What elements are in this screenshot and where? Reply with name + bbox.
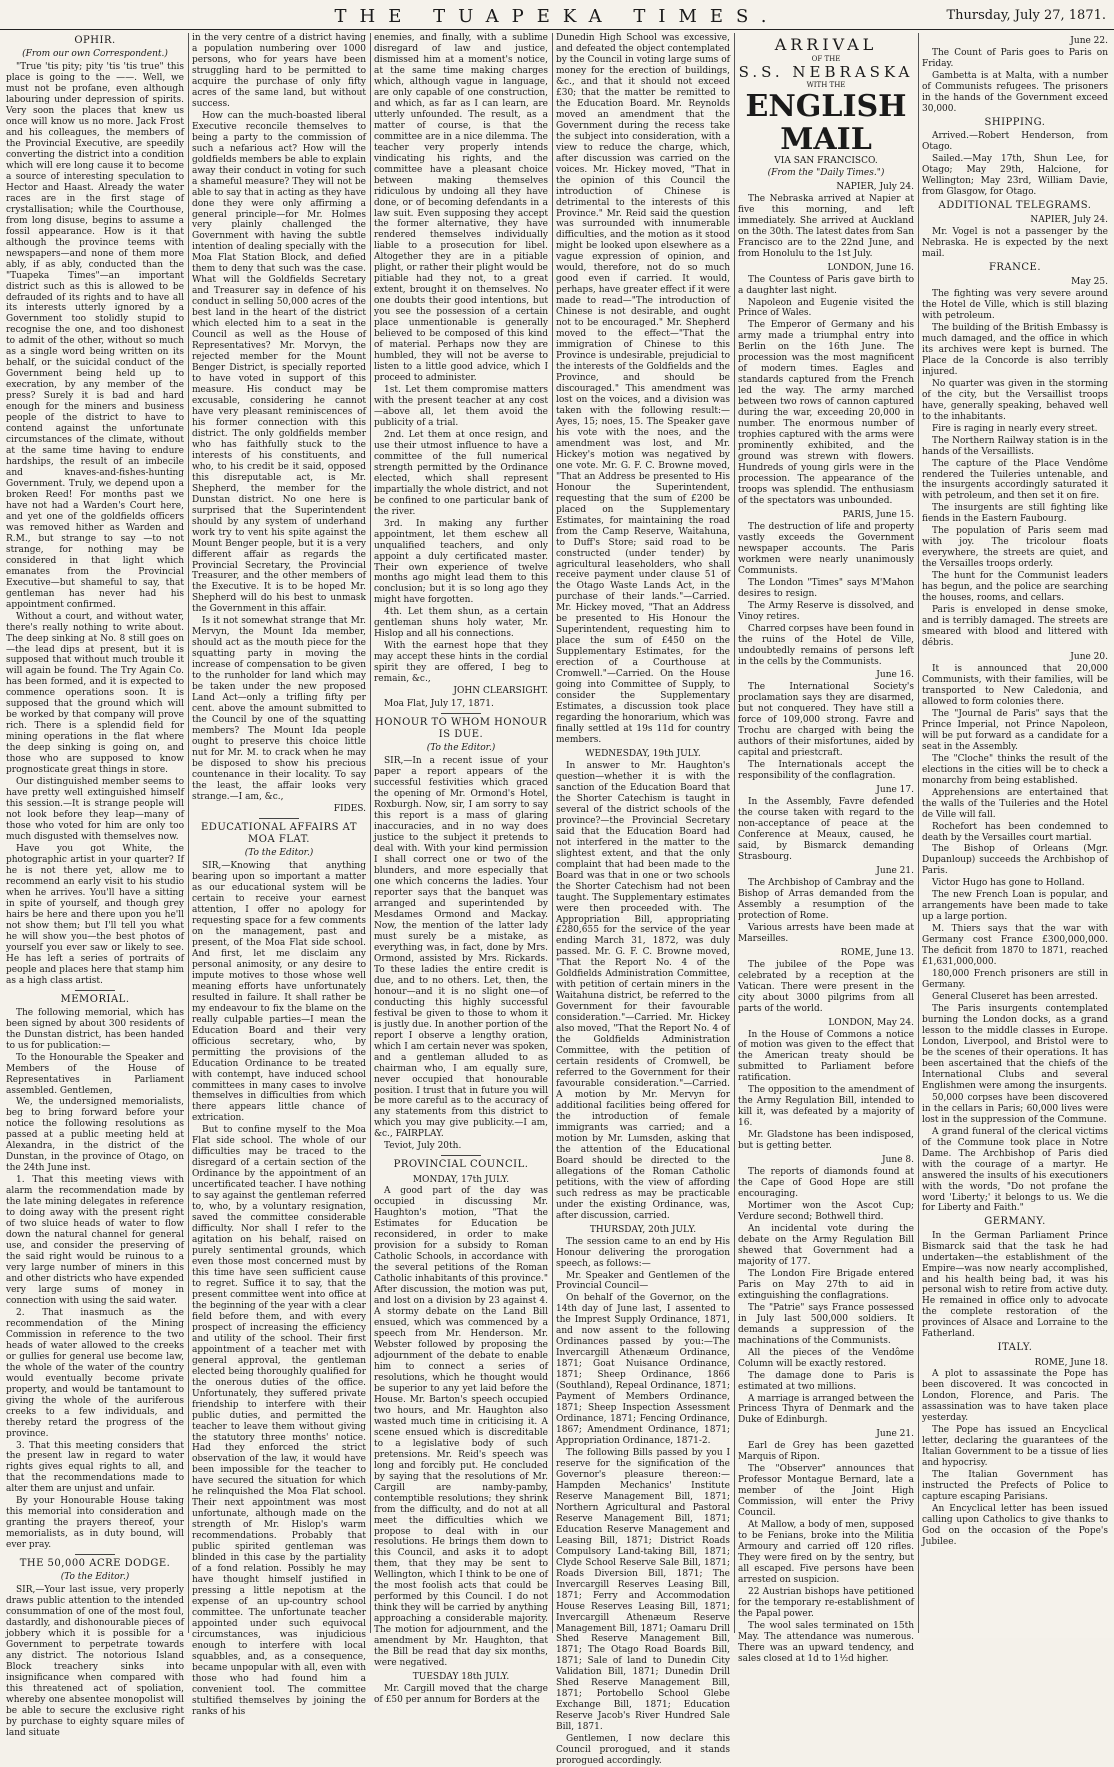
column-divider xyxy=(552,33,553,1633)
column-divider xyxy=(734,33,735,1633)
column-1 xyxy=(6,33,184,1738)
news-item: The new French Loan is popular, and arrangements have been made to take up a large portion. xyxy=(922,890,1108,923)
news-item: The hunt for the Communist leaders has begun, and the police are searching the houses, rooms, and cellars. xyxy=(922,571,1108,604)
dateline: Teviot, July 20th. xyxy=(384,1141,462,1152)
news-item: Mr. Gladstone has been indisposed, but is getting better. xyxy=(738,1130,914,1152)
news-item: The Emperor of Germany and his army made a triumphal entry into Berlin on the 16th June. The procession was the most magnificent of modern times. Eagles and standards captured from the French led the way. The army marched between two rows of cannon captured during the war, exceeding 20,000 in number. The enormous number of trophies captured with the arms were prominently exhibited, and the ground was strewn with flowers. Hundreds of young girls were in the procession. The appearance of the troops was splendid. The enthusiasm of the spectators was unbounded. xyxy=(738,320,914,506)
article-paragraph: SIR,—In a recent issue of your paper a report appears of the successful festivities which graced the opening of Mr. Ormond's Hotel, Roxburgh. Now, sir, I am sorry to say this report is a mass of glaring inaccuracies, and in no way does justice to the subject it pretends to deal with. With your kind permission I shall correct one or two of the blunders, and more especially that one which concerns the ladies. Your reporter says that the banquet was arranged and superintended by Mesdames Ormond and Mackay. Now, the mention of the latter lady must surely be a mistake, as everything was, in fact, done by Mrs. Ormond, assisted by Mrs. Rickards. To these ladies the entire credit is due, and to no others. Let, then, the honour—and it is no slight one—of conducting this highly successful festival be given to those to whom it is justly due. In another portion of the report I observe a lengthy oration, which I am certain never was spoken, and a gentleman alluded to as chairman who, I am equally sure, never occupied that honourable position. I trust that in future you will be more careful as to the accuracy of any statements from this district to which you may give publicity.—I am, &c., FAIRPLAY. xyxy=(374,756,548,1140)
dateline: June 21. xyxy=(876,1429,914,1440)
dateline: NAPIER, July 24. xyxy=(836,181,914,192)
column-5 xyxy=(738,33,914,1664)
section-heading-italy: ITALY. xyxy=(997,1342,1033,1354)
column-4 xyxy=(556,33,730,1767)
news-item: 22 Austrian bishops have petitioned for the temporary re-establishment of the Papal power. xyxy=(738,1586,914,1619)
dateline: Moa Flat, July 17, 1871. xyxy=(384,699,494,710)
news-item: Earl de Grey has been gazetted Marquis of Ripon. xyxy=(738,1441,914,1463)
dateline: LONDON, May 24. xyxy=(828,1017,914,1028)
session-date: TUESDAY 18th JULY. xyxy=(412,1672,510,1683)
article-paragraph: in the very centre of a district having a population numbering over 1000 persons, who for years have been struggling hard to be permitted to acquire the purchase of only fifty acres of the same land, but without success. xyxy=(192,33,366,109)
article-paragraph: SIR,—Your last issue, very properly draws public attention to the intended consummation of one of the most foul, dastardly, and dishonourable pieces of jobbery which it is possible for a Government to perpetrate towards any district. The notorious Island Block treachery sinks into insignificance when compared with this threatened act of spoliation, whereby one absentee monopolist will be able to secure the exclusive right by purchase to eighty square miles of land situate xyxy=(6,1585,184,1738)
news-item: At Mallow, a body of men, supposed to be Fenians, broke into the Militia Armoury and carried off 120 rifles. They were fired on by the sentry, but all escaped. Five persons have been arrested on suspicion. xyxy=(738,1520,914,1585)
article-paragraph: A good part of the day was occupied in discussing Mr. Haughton's motion, "That the Estimates for Education be reconsidered, in order to make provision for a subsidy to Roman Catholic Schools, in accordance with the several petitions of the Roman Catholic inhabitants of this province." After discussion, the motion was put, and lost on a division by 23 against 4. A stormy debate on the Land Bill ensued, which was commenced by a speech from Mr. Henderson. Mr. Webster followed by proposing the adjournment of the debate to enable him to connect a series of resolutions, which he thought would be superior to any yet laid before the House. Mr. Barton's speech occupied two hours, and Mr. Haughton also wasted much time in criticising it. A scene ensued which is discreditable to a legislative body of such pretensions. Mr. Reid's speech was long and forcibly put. He concluded by saying that the resolutions of Mr. Cargill are namby-pamby, contemptible resolutions; they shrink from the difficulty, and do not at all meet the difficulties which we propose to deal with in our resolutions. He brings them down to this Council, and asks it to adopt them, that they may be sent to Wellington, which I think to be one of the most foolish acts that could be performed by this Council. I do not think they will be carried by anything approaching a considerable majority. The motion for adjournment, and the amendment by Mr. Haughton, that the Bill be read that day six months, were negatived. xyxy=(374,1186,548,1669)
news-item: No quarter was given in the storming of the city, but the Versaillist troops have, generally speaking, behaved well to the inhabitants. xyxy=(922,378,1108,422)
article-paragraph: In answer to Mr. Haughton's question—whether it is with the sanction of the Education Board that the Shorter Catechism is taught in several of the district schools of the province?—the Provincial Secretary said that the Education Board had not interfered in the matter to the slightest extent, and that the only complaint that had been made to the Board was that in one or two schools the Shorter Catechism had not been taught. The Supplementary estimates were then proceeded with. The Appropriation Bill, appropriating £280,655 for the service of the year ending March 31, 1872, was duly passed. Mr. G. F. C. Browne moved, "That the Report No. 4 of the Goldfields Administration Committee, with petition of certain miners in the Waitahuna district, be referred to the Government for their favourable consideration."—Carried. Mr. Hickey also moved, "That the Report No. 4 of the Goldfields Administration Committee, with the petition of certain residents of Cromwell, be referred to the Government for their favourable consideration."—Carried. A motion by Mr. Mervyn for additional facilities being offered for the introduction of female immigrants was carried; and a motion by Mr. Lumsden, asking that the attention of the Educational Board should be directed to the allegations of the Roman Catholic petitions, with the view of affording such redress as may be practicable under the existing Ordinance, was, after discussion, carried. xyxy=(556,760,730,1221)
column-6 xyxy=(922,33,1108,1633)
news-item: The Internationals accept the responsibility of the conflagration. xyxy=(738,760,914,782)
article-paragraph: But to confine myself to the Moa Flat side school. The whole of our difficulties may be traced to the disregard of a certain section of the Ordinance by the appointment of an uncertificated teacher. I have nothing to say against the gentleman referred to, who, by a voluntary resignation, saved the committee considerable difficulty. Nor shall I refer to the agitation on his behalf, raised on purely sentimental grounds, which even those most concerned must by this time have seen sufficient cause to regret. Suffice it to say, that the present committee went into office at the beginning of the year with a clear field before them, and with every prospect of increasing the efficiency and utility of the school. Their first appointment of a teacher met with general approval, the gentleman elected being thoroughly qualified for the onerous duties of the office. Unfortunately, they suffered private friendship to interfere with their public duties, and permitted the teacher to leave them without giving the statutory three months' notice. Had they enforced the strict observation of the law, it would have been impossible for the teacher to have secured the situation for which he relinquished the Moa Flat school. Their next appointment was most unfortunate, although made on the strength of Mr. Hislop's warm recommendations. Probably that public spirited gentleman was blinded in this case by the partiality of a fond relation. Possibly he may have thought himself justified in pressing a little nepotism at the expense of an up-country school committee. The unfortunate teacher appointed under such equivocal circumstances, was injudicious enough to interfere with local squabbles, and, as a consequence, became unpopular with all, even with those who had found him a convenient tool. The committee stultified themselves by joining the ranks of his xyxy=(192,1125,366,1717)
news-item: The destruction of life and property vastly exceeds the Government newspaper accounts. The Paris workmen were nearly unanimously Communists. xyxy=(738,521,914,576)
article-heading-memorial: MEMORIAL. xyxy=(60,993,130,1005)
news-item: The Pope has issued an Encyclical letter, declaring the guarantees of the Italian Government to be a tissue of lies and hypocrisy. xyxy=(922,1425,1108,1469)
article-paragraph: How can the much-boasted liberal Executive reconcile themselves to being a party to the commission of such a nefarious act? How will the goldfields members be able to explain away their conduct in voting for such a shameful measure? They will not be able to say that in acting as they have done they were only affirming a general principle—for Mr. Holmes very plainly challenged the Government with having the subtle intention of dealing specially with the Moa Flat Station Block, and defied them to deny that such was the case. What will the Goldfields Secretary and Treasurer say in defence of his conduct in selling 50,000 acres of the best land in the heart of the district which elected him to a seat in the Council as well as the House of Representatives? Mr. Morvyn, the rejected member for the Mount Benger District, is specially reported to have voted in support of this measure. His conduct may be excusable, considering he cannot have very pleasant reminiscences of his former connection with this district. The only goldfields member who has faithfully stuck to the interests of his constituents, and who, to his credit be it said, opposed this disreputable act, is Mr. Shepherd, the member for the Dunstan district. No one here is surprised that the Superintendent should by any system of underhand work try to vent his spite against the Mount Benger people, but it is a very different affair as regards the Provincial Secretary, the Provincial Treasurer, and the other members of the Executive. It is to be hoped Mr. Shepherd will do his best to unmask the Government in this affair. xyxy=(192,110,366,615)
news-item: The Bishop of Orleans (Mgr. Dupanloup) succeeds the Archbishop of Paris. xyxy=(922,844,1108,877)
news-item: An incidental vote during the debate on the Army Regulation Bill shewed that Government had a majority of 177. xyxy=(738,1223,914,1267)
news-item: The Italian Government has instructed the Prefects of Police to capture escaping Parisians. xyxy=(922,1470,1108,1503)
byline: (To the Editor.) xyxy=(426,743,496,754)
separator xyxy=(75,990,115,991)
news-item: Mr. Vogel is not a passenger by the Nebraska. He is expected by the next mail. xyxy=(922,226,1108,259)
news-item: The insurgents are still fighting like fiends in the Eastern Faubourg. xyxy=(922,503,1108,525)
article-paragraph: Mr. Cargill moved that the charge of £50 per annum for Borders at the xyxy=(374,1684,548,1706)
session-date: WEDNESDAY, 19th JULY. xyxy=(585,748,701,759)
news-item: 50,000 corpses have been discovered in the cellars in Paris; 60,000 lives were lost in the suppression of the Commune. xyxy=(922,1092,1108,1125)
article-paragraph: 2nd. Let them at once resign, and use their utmost influence to have a committee of the full numerical strength permitted by the Ordinance elected, which shall represent impartially the whole district, and not be confined to one particular bank of the river. xyxy=(374,429,548,517)
news-item: Sailed.—May 17th, Shun Lee, for Otago; May 29th, Halcione, for Wellington; May 23rd, William Davie, from Glasgow, for Otago. xyxy=(922,153,1108,197)
byline: (From our own Correspondent.) xyxy=(22,49,168,60)
column-divider xyxy=(370,33,371,1633)
column-2 xyxy=(192,33,366,1717)
news-item: The Northern Railway station is in the hands of the Versaillists. xyxy=(922,435,1108,457)
news-item: Paris is enveloped in dense smoke, and is terribly damaged. The streets are smeared with blood and littered with débris. xyxy=(922,605,1108,649)
arrival-heading: ARRIVAL xyxy=(774,35,878,54)
article-paragraph: 1st. Let them compromise matters with the present teacher at any cost—above all, let them avoid the publicity of a trial. xyxy=(374,385,548,428)
article-paragraph: The session came to an end by His Honour delivering the prorogation speech, as follows:— xyxy=(556,1236,730,1269)
news-item: The jubilee of the Pope was celebrated by a reception at the Vatican. There were present in the city about 3000 pilgrims from all parts of the world. xyxy=(738,959,914,1014)
news-item: Apprehensions are entertained that the walls of the Tuileries and the Hotel de Ville will fall. xyxy=(922,787,1108,820)
article-paragraph: Is it not somewhat strange that Mr. Mervyn, the Mount Ida member, should act as the mouth piece for the squatting party in moving the increase of compensation to be given to the runholder for land which may be taken under the new proposed Land Act—only a trifling fifty per cent. above the amount submitted to the Council by one of the squatting members? The Mount Ida people ought to preserve this choice little nut for Mr. M. to crack when he may be disposed to show his precious countenance in their locality. To say the least, the affair looks very strange.—I am, &c., xyxy=(192,616,366,802)
separator xyxy=(75,1554,115,1555)
news-item: The Paris insurgents contemplated burning the London docks, as a grand lesson to the middle classes in Europe. London, Liverpool, and Bristol were to be the scenes of their operations. It has been ascertained that the chiefs of the International Clubs and several Englishmen were among the insurgents. xyxy=(922,1004,1108,1091)
news-item: 180,000 French prisoners are still in Germany. xyxy=(922,969,1108,991)
article-paragraph: Our distinguished member seems to have pretty well extinguished himself this session.—It is strange people will not look before they leap—many of those who voted for him are only too much disgusted with themselves now. xyxy=(6,777,184,842)
article-paragraph: enemies, and finally, with a sublime disregard of law and justice, dismissed him at a moment's notice, at the same time making charges which, although vague in language, are only capable of one construction, and which, as far as I can learn, are utterly unfounded. The result, as a matter of course, is that the committee are in a nice dilemma. The teacher very properly intends vindicating his rights, and the committee have a pleasant choice between making themselves ridiculous by undoing all they have done, or of becoming defendants in a law suit. Even supposing they accept the former alternative, they have rendered themselves individually liable to a prosecution for libel. Altogether they are in a pitiable plight, or rather their plight would be pitiable had they not, to a great extent, brought it on themselves. No one doubts their good intentions, but you see the possession of a certain place unmentionable is generally believed to be composed of this kind of material. Perhaps now they are humbled, they will not be averse to listen to a little good advice, which I proceed to administer. xyxy=(374,33,548,384)
article-paragraph: We, the undersigned memorialists, beg to bring forward before your notice the following resolutions as passed at a public meeting held at Alexandra, in the district of the Dunstan, in the province of Otago, on the 24th June inst. xyxy=(6,1097,184,1174)
news-item: The "Patrie" says France possessed in July last 500,000 soldiers. It demands a suppression of the machinations of the Communists. xyxy=(738,1302,914,1346)
dateline: June 16. xyxy=(876,670,914,681)
news-item: The opposition to the amendment of the Army Regulation Bill, intended to kill it, was defeated by a majority of 16. xyxy=(738,1085,914,1129)
news-item: In the House of Commons a notice of motion was given to the effect that the American treaty should be submitted to Parliament before ratification. xyxy=(738,1029,914,1084)
masthead-rule xyxy=(0,29,1114,30)
dateline: LONDON, June 16. xyxy=(827,262,914,273)
section-heading-shipping: SHIPPING. xyxy=(984,116,1046,128)
article-paragraph: On behalf of the Governor, on the 14th day of June last, I assented to the Imprest Supply Ordinance, 1871, and now assent to the following Ordinances passed by you:—The Invercargill Athenæum Ordinance, 1871; Goat Nuisance Ordinance, 1871; Sheep Ordinance, 1866 (Southland), Repeal Ordinance, 1871; Payment of Members Ordinance, 1871; Sheep Inspection Assessment Ordinance, 1871; Fencing Ordinance, 1867; Amendment Ordinance, 1871; Appropriation Ordinance, 1871-2. xyxy=(556,1293,730,1447)
article-paragraph: By your Honourable House taking this memorial into consideration and granting the prayers thereof, your memorialists, as in duty bound, will ever pray. xyxy=(6,1496,184,1551)
section-heading-telegrams: ADDITIONAL TELEGRAMS. xyxy=(938,199,1092,211)
dateline: June 22. xyxy=(1070,36,1108,46)
news-item: In the Assembly, Favre defended the course taken with regard to the non-acceptance of peace at the Conference at Meaux, caused, he said, by Bismarck demanding Strasbourg. xyxy=(738,797,914,862)
arrival-via: VIA SAN FRANCISCO. xyxy=(774,155,878,166)
news-item: Various arrests have been made at Marseilles. xyxy=(738,922,914,944)
separator xyxy=(259,818,299,819)
article-paragraph: Without a court, and without water, there's really nothing to write about. The deep sinking at No. 8 still goes on—the lead dips at present, but it is supposed that without much trouble it will again be found. The Try Again Co. has been formed, and it is expected to commence operations soon. It is supposed that the ground which will be worked by that company will prove rich. There is a splendid field for mining operations in the flat where the deep sinking is going on, and those who are supposed to know prognosticate great things in store. xyxy=(6,611,184,776)
news-item: The wool sales terminated on 15th May. The attendance was numerous. There was an upward tendency, and sales closed at 1d to 1½d higher. xyxy=(738,1620,914,1664)
news-item: Napoleon and Eugenie visited the Prince of Wales. xyxy=(738,297,914,319)
article-paragraph: 4th. Let them shun, as a certain gentleman shuns holy water, Mr. Hislop and all his connections. xyxy=(374,607,548,640)
news-item: The capture of the Place Vendôme rendered the Tuileries untenable, and the insurgents accordingly saturated it with petroleum, and then set it on fire. xyxy=(922,458,1108,502)
dateline: June 21. xyxy=(876,865,914,876)
article-paragraph: 1. That this meeting views with alarm the recommendation made by the late mining delegates in reference to doing away with the present right of two sluice heads of water to flow down the natural channel for general use, and consider the preserving of the said right would be ruinous to a very large number of miners in this and other districts who have expended very large sums of money in connection with using the said water. xyxy=(6,1175,184,1306)
ship-name: S.S. NEBRASKA xyxy=(738,63,914,82)
dateline: May 25. xyxy=(1071,277,1108,288)
news-item: All the pieces of the Vendôme Column will be exactly restored. xyxy=(738,1347,914,1369)
news-item: Mortimer won the Ascot Cup; Verdure second; Bothwell third. xyxy=(738,1201,914,1222)
news-item: The fighting was very severe around the Hotel de Ville, which is still blazing with petroleum. xyxy=(922,289,1108,321)
news-item: The Countess of Paris gave birth to a daughter last night. xyxy=(738,274,914,296)
article-paragraph: 2. That inasmuch as the recommendation of the Mining Commission in reference to the two heads of water allowed to the creeks or gullies for general use become law, the whole of the water of the country would eventually become private property, and would be tantamount to giving the whole of the auriferous creeks to a few individuals, and thereby retard the progress of the province. xyxy=(6,1307,184,1439)
news-item: A grand funeral of the clerical victims of the Commune took place in Notre Dame. The Archbishop of Paris died with the courage of a martyr. He answered the insults of his executioners with the words, "Do not profane the word 'Liberty;' it belongs to us. We die for Liberty and Faith." xyxy=(922,1126,1108,1214)
signature: FIDES. xyxy=(333,803,366,814)
news-item: The Archbishop of Cambray and the Bishop of Arras demanded from the Assembly a resumption of the protection of Rome. xyxy=(738,877,914,921)
article-paragraph: 3. That this meeting considers that the present law in regard to water rights gives equal rights to all, and that the recommendations made to alter them are unjust and unfair. xyxy=(6,1440,184,1495)
source-note: (From the "Daily Times.") xyxy=(767,167,885,178)
article-heading-honour: HONOUR TO WHOM HONOUR IS DUE. xyxy=(375,717,547,741)
news-item: It is announced that 20,000 Communists, with their families, will be transported to New Caledonia, and allowed to form colonies there. xyxy=(922,663,1108,707)
news-item: A marriage is arranged between the Princess Thyra of Denmark and the Duke of Edinburgh. xyxy=(738,1393,914,1426)
column-divider xyxy=(188,33,189,1633)
news-item: The population of Paris seem mad with joy. The tricolour floats everywhere, the streets are quiet, and the Versailles troops orderly. xyxy=(922,526,1108,570)
section-heading-france: FRANCE. xyxy=(988,261,1042,273)
dateline: June 17. xyxy=(876,785,914,796)
article-paragraph: Gentlemen, I now declare this Council prorogued, and it stands prorogued accordingly. xyxy=(556,1734,730,1767)
news-item: The London "Times" says M'Mahon desires to resign. xyxy=(738,577,914,599)
article-heading-dodge: THE 50,000 ACRE DODGE. xyxy=(19,1558,171,1570)
dateline: ROME, June 18. xyxy=(1034,1357,1108,1368)
news-item: The building of the British Embassy is much damaged, and the office in which its archives were kept is burned. The Place de la Concorde is also terribly injured. xyxy=(922,322,1108,377)
dateline: NAPIER, July 24. xyxy=(1030,214,1108,225)
news-item: The "Observer" announces that Professor Montague Bernard, late a member of the Joint High Commission, will enter the Privy Council. xyxy=(738,1464,914,1519)
article-heading-council: PROVINCIAL COUNCIL. xyxy=(393,1159,529,1171)
news-item: Arrived.—Robert Henderson, from Otago. xyxy=(922,130,1108,152)
separator xyxy=(441,1155,481,1156)
article-paragraph: Have you got White, the photographic artist in your quarter? If he is not there yet, allow me to recommend an early visit to his studio when he arrives. You'll have a sitting in spite of yourself, and though grey hairs be here and there upon you he'll not show them; but I'll tell you what he will show you—the best photos of yourself you ever saw or likely to see. He has left a series of portraits of people and places here that stamp him as a high class artist. xyxy=(6,843,184,986)
article-paragraph: Dunedin High School was excessive, and defeated the object contemplated by the Council in voting large sums of money for the erection of buildings, &c., and that it should not exceed £30; that the matter be remitted to the Education Board. Mr. Reynolds moved an amendment that the Government during the recess take the subject into consideration, with a view to reduce the charge, which, after discussion was carried on the voices. Mr. Hickey moved, "That in the opinion of this Council the introduction of Chinese is detrimental to the interests of this Province." Mr. Reid said the question was surrounded with innumerable difficulties, and the motion as it stood might be looked upon elsewhere as a vague expression of opinion, and would, therefore, not do so much good even if carried. It would, perhaps, have greater effect if it were made to read—"The introduction of Chinese is not desirable, and ought not to be encouraged." Mr. Shepherd moved to the effect—"That the immigration of Chinese to this Province is undesirable, prejudicial to the interests of the Goldfields and the Province, and should be discouraged." This amendment was lost on the voices, and a division was taken with the following result:—Ayes, 15; noes, 15. The Speaker gave his vote with the noes, and the amendment was lost, and Mr. Hickey's motion was negatived by one vote. Mr. G. F. C. Browne moved, "That an Address be presented to His Honour the Superintendent, requesting that the sum of £200 be placed on the Supplementary Estimates, for maintaining the road from the Camp Reserve, Waitahuna, to Duff's Store; said road to be constructed (under tender) by agricultural leaseholders, who shall receive payment under clause 51 of the Otago Waste Lands Act, in the purchase of their lands."—Carried. Mr. Hickey moved, "That an Address be presented to His Honour the Superintendent, requesting him to place the sum of £450 on the Supplementary Estimates, for the erection of a Courthouse at Cromwell."—Carried. On the House going into Committee of Supply, to consider the Supplementary Estimates, a discussion took place regarding the honorarium, which was finally settled at 19s 11d for country members. xyxy=(556,33,730,745)
news-item: The London Fire Brigade entered Paris on May 27th to aid in extinguishing the conflagrations. xyxy=(738,1268,914,1301)
column-divider xyxy=(918,33,919,1633)
news-item: The damage done to Paris is estimated at two millions. xyxy=(738,1370,914,1392)
news-item: The Army Reserve is dissolved, and Vinoy retires. xyxy=(738,600,914,622)
article-paragraph: 3rd. In making any further appointment, let them eschew all unqualified teachers, and only appoint a duly certificated master. Their own experience of twelve months ago might lead them to this conclusion; but it is so long ago they might have forgotten. xyxy=(374,518,548,606)
article-heading-ophir: OPHIR. xyxy=(74,35,116,46)
dateline: June 8. xyxy=(882,1155,914,1166)
article-heading-education: EDUCATIONAL AFFAIRS AT MOA FLAT. xyxy=(201,821,357,845)
arrival-with: WITH THE xyxy=(806,81,846,90)
news-item: The Nebraska arrived at Napier at five this morning, and left immediately. She arrived at Auckland on the 30th. The latest dates from San Francisco are to the 22nd June, and from Honolulu to the 1st July. xyxy=(738,193,914,259)
dateline: ROME, June 13. xyxy=(840,947,914,958)
news-item: In the German Parliament Prince Bismarck said that the task he had undertaken—the establishment of the Empire—was now nearly accomplished, and his health being bad, it was his personal wish to retire from active duty. He remained in office only to advocate the complete restoration of the provinces of Alsace and Lorraine to the Fatherland. xyxy=(922,1230,1108,1340)
article-paragraph: Mr. Speaker and Gentlemen of the Provincial Council— xyxy=(556,1270,730,1292)
news-item: The International Society's proclamation says they are disarmed, but not conquered. They have still a force of 109,000 strong. Favre and Trochu are charged with being the authors of their misfortunes, aided by capital and priestcraft. xyxy=(738,682,914,759)
news-item: Charred corpses have been found in the ruins of the Hotel de Ville, undoubtedly remains of persons left in the cells by the Communists. xyxy=(738,623,914,667)
page-title: THE TUAPEKA TIMES. xyxy=(334,6,780,27)
arrival-of: OF THE xyxy=(811,54,841,63)
dateline: PARIS, June 15. xyxy=(842,509,914,520)
byline: (To the Editor.) xyxy=(244,848,314,859)
news-item: General Cluseret has been arrested. xyxy=(932,992,1098,1003)
masthead xyxy=(0,0,1114,30)
signature: JOHN CLEARSIGHT. xyxy=(453,686,548,697)
news-item: Victor Hugo has gone to Holland. xyxy=(932,878,1085,889)
article-paragraph: To the Honourable the Speaker and Members of the House of Representatives in Parliament assembled. Gentlemen, xyxy=(6,1052,184,1096)
news-item: Gambetta is at Malta, with a number of Communists refugees. The prisoners in the hands of the Government exceed 30,000. xyxy=(922,70,1108,114)
session-date: MONDAY, 17th JULY. xyxy=(412,1174,510,1185)
news-item: The Count of Paris goes to Paris on Friday. xyxy=(922,47,1108,69)
news-item: Rochefort has been condemned to death by the Versailles court martial. xyxy=(922,821,1108,843)
english-mail-heading: ENGLISH MAIL xyxy=(745,88,907,157)
news-item: A plot to assassinate the Pope has been discovered. It was concocted in London, Florence, and Paris. The assassination was to have taken place yesterday. xyxy=(922,1369,1108,1424)
news-item: An Encyclical letter has been issued calling upon Catholics to give thanks to God on the occasion of the Pope's Jubilee. xyxy=(922,1504,1108,1547)
session-date: THURSDAY, 20th JULY. xyxy=(589,1224,697,1235)
article-paragraph: The following Bills passed by you I reserve for the signification of the Governor's pleasure thereon:—Hampden Mechanics' Institute Reserve Management Bill, 1871; Northern Agricultural and Pastoral Reserve Management Bill, 1871; Education Reserve Management and Leasing Bill, 1871; District Roads Compulsory Land-taking Bill, 1871; Clyde School Reserve Sale Bill, 1871; Roads Diversion Bill, 1871; The Invercargill Reserves Leasing Bill, 1871; Ferry and Accommodation House Reserves Leasing Bill, 1871; Invercargill Athenæum Reserve Management Bill, 1871; Oamaru Drill Shed Reserve Management Bill, 1871; The Otago Road Boards Bill, 1871; Sale of land to Dunedin City Validation Bill, 1871; Dunedin Drill Shed Reserve Management Bill, 1871; Portobello School Glebe Exchange Bill, 1871; Education Reserve Jacob's River Hundred Sale Bill, 1871. xyxy=(556,1448,730,1733)
dateline: June 20. xyxy=(1070,652,1108,662)
news-item: The "Journal de Paris" says that the Prince Imperial, not Prince Napoleon, will be put forward as a candidate for a seat in the Assembly. xyxy=(922,708,1108,752)
byline: (To the Editor.) xyxy=(60,1572,130,1583)
article-paragraph: "True 'tis pity; pity 'tis 'tis true" this place is going to the ——. Well, we must not be profane, even although labouring under depression of spirits. Very soon the places that knew us once will know us no more. Jack Frost and his colleagues, the members of the Provincial Executive, are speedily converting the district into a condition which will ere long cause it to become a source of interesting speculation to Hector and Haast. Already the water races are in the first stage of crystallisation; while the Courthouse, from long disuse, begins to assume a fossil appearance. How is it that although the province teems with newspapers—and none of them more ably, if as ably, conducted than the "Tuapeka Times"—an important district such as this is allowed to be defrauded of its rights and to have all its interests utterly ignored by a Government too stolidly stupid to recognise the one, and too dishonest to admit of the other, without so much as a single word being written on its behalf, or the suicidal conduct of the Government being held up to execration, by any member of the press? Surely it is bad and hard enough for the miners and business people of the district to have to contend against the unfortunate circumstances of the climate, without at the same time having to endure hardships, the result of an imbecile and knaves-and-fishes-hunting Government. Truly, we depend upon a broken Reed! For months past we have not had a Warden's Court here, and yet one of the goldfields officers was removed hither as Warden and R.M., but strange to say —to not strange, for nothing may be considered in that light which emanates from the Provincial Executive—but shameful to say, that gentleman has never had his appointment confirmed. xyxy=(6,62,184,610)
issue-date: Thursday, July 27, 1871. xyxy=(946,8,1106,23)
section-heading-germany: GERMANY. xyxy=(984,1216,1046,1228)
article-paragraph: SIR,—Knowing that anything bearing upon so important a matter as our educational system will be certain to receive your earnest attention, I offer no apology for requesting space for a few comments on the management, past and present, of the Moa Flat side school. And first, let me disclaim any personal animosity, or any desire to impute motives to those whose well meaning efforts have unfortunately resulted in failure. It shall rather be my endeavour to fix the blame on the really culpable parties—I mean the Education Board and their very officious secretary, who, by permitting the provisions of the Education Ordinance to be treated with contempt, have induced school committees in many cases to involve themselves in difficulties from which there appears little chance of extrication. xyxy=(192,861,366,1124)
article-paragraph: With the earnest hope that they may accept these hints in the cordial spirit they are offered, I beg to remain, &c., xyxy=(374,641,548,685)
news-item: The "Cloche" thinks the result of the elections in the cities will be to check a monarchy from being established. xyxy=(922,753,1108,786)
column-3 xyxy=(374,33,548,1706)
news-item: The reports of diamonds found at the Cape of Good Hope are still encouraging. xyxy=(738,1167,914,1200)
separator xyxy=(441,713,481,714)
article-paragraph: The following memorial, which has been signed by about 300 residents of the Dunstan district, has been handed to us for publication:— xyxy=(6,1007,184,1051)
news-item: M. Thiers says that the war with Germany cost France £300,000,000. The deficit from 1870 to 1871, reached £1,631,000,000. xyxy=(922,924,1108,968)
news-item: Fire is raging in nearly every street. xyxy=(932,423,1098,434)
